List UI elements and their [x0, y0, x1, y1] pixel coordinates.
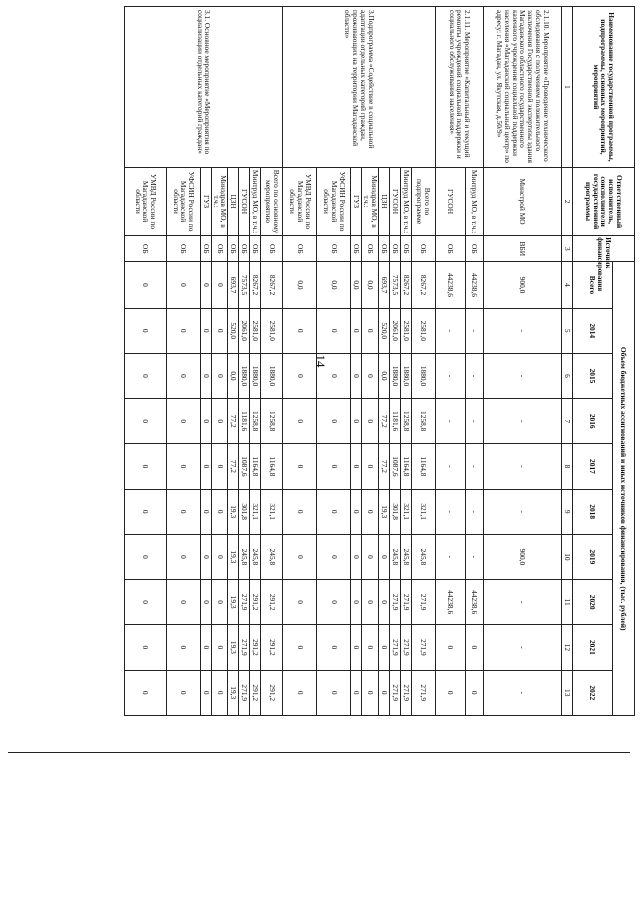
- header-year: 2020: [573, 580, 613, 625]
- year-value: 0: [362, 444, 379, 489]
- year-value: 1880,0: [261, 353, 283, 398]
- year-value: 0: [351, 308, 362, 353]
- executor: Минтруд МО, в т.ч.:: [466, 167, 484, 235]
- year-value: 0: [362, 580, 379, 625]
- year-value: 1181,6: [239, 399, 250, 444]
- executor: ГУСОН: [239, 167, 250, 235]
- page-number: 14: [313, 354, 328, 368]
- year-value: 0: [124, 353, 166, 398]
- year-value: 0: [283, 308, 317, 353]
- year-value: 0: [283, 489, 317, 534]
- total-value: 0,0: [317, 262, 351, 308]
- total-value: 7573,5: [239, 262, 250, 308]
- column-number: 6: [562, 353, 573, 398]
- year-value: 0: [166, 534, 200, 579]
- year-value: 271,9: [239, 670, 250, 716]
- executor: ГУЗ: [351, 167, 362, 235]
- total-value: 8267,2: [261, 262, 283, 308]
- year-value: 0: [200, 625, 211, 670]
- year-value: -: [484, 580, 562, 625]
- funding-source: ОБ: [362, 236, 379, 262]
- column-number: 10: [562, 534, 573, 579]
- column-number-row: [562, 7, 573, 716]
- funding-source: ОБ: [401, 236, 412, 262]
- year-value: 1880,0: [250, 353, 261, 398]
- year-value: 291,2: [250, 670, 261, 716]
- year-value: 291,2: [250, 625, 261, 670]
- total-value: 900,0: [484, 262, 562, 308]
- year-value: 0: [379, 670, 390, 716]
- column-number: 7: [562, 399, 573, 444]
- year-value: 245,8: [390, 534, 401, 579]
- funding-source: ОБ: [436, 236, 466, 262]
- year-value: -: [466, 353, 484, 398]
- year-value: 0: [317, 308, 351, 353]
- column-number: 13: [562, 670, 573, 716]
- year-value: -: [436, 489, 466, 534]
- total-value: 44238,6: [466, 262, 484, 308]
- total-value: 693,7: [379, 262, 390, 308]
- year-value: 245,8: [412, 534, 436, 579]
- year-value: 301,8: [239, 489, 250, 534]
- total-value: 0: [200, 262, 211, 308]
- year-value: 2581,0: [261, 308, 283, 353]
- year-value: 1258,8: [261, 399, 283, 444]
- total-value: 0,0: [362, 262, 379, 308]
- scan-border-line: [8, 752, 630, 753]
- year-value: 321,1: [412, 489, 436, 534]
- header-executor: Ответственный исполнитель, соисполнители государственной программы: [573, 167, 635, 235]
- year-value: 0: [362, 308, 379, 353]
- funding-source: ОБ: [228, 236, 239, 262]
- year-value: 0: [211, 625, 228, 670]
- total-value: 8267,2: [250, 262, 261, 308]
- year-value: 1880,0: [390, 353, 401, 398]
- year-value: 0: [211, 489, 228, 534]
- year-value: 0: [211, 353, 228, 398]
- table-row: [484, 7, 562, 716]
- year-value: 0: [200, 399, 211, 444]
- executor: Минтруд МО, в т.ч.:: [401, 167, 412, 235]
- year-value: 0: [124, 534, 166, 579]
- funding-source: ОБ: [211, 236, 228, 262]
- year-value: 0: [200, 534, 211, 579]
- year-value: 0: [211, 444, 228, 489]
- year-value: 0: [351, 353, 362, 398]
- year-value: -: [466, 399, 484, 444]
- year-value: -: [484, 625, 562, 670]
- year-value: 19,3: [228, 625, 239, 670]
- year-value: 2061,0: [239, 308, 250, 353]
- executor: ГУСОН: [436, 167, 466, 235]
- column-number: 4: [562, 262, 573, 308]
- year-value: 0: [166, 580, 200, 625]
- year-value: 0: [379, 534, 390, 579]
- funding-source: ОБ: [250, 236, 261, 262]
- year-value: 0: [466, 670, 484, 716]
- column-number: 9: [562, 489, 573, 534]
- year-value: 271,9: [412, 580, 436, 625]
- total-value: 0,0: [283, 262, 317, 308]
- year-value: 0,0: [228, 353, 239, 398]
- year-value: 1087,6: [390, 444, 401, 489]
- executor: ГУСОН: [390, 167, 401, 235]
- year-value: 2581,0: [412, 308, 436, 353]
- year-value: -: [484, 308, 562, 353]
- funding-source: ОБ: [239, 236, 250, 262]
- funding-table: [124, 6, 635, 716]
- year-value: 1880,0: [412, 353, 436, 398]
- year-value: 0: [466, 625, 484, 670]
- header-year: 2015: [573, 353, 613, 398]
- year-value: 0: [362, 534, 379, 579]
- year-value: 0: [317, 580, 351, 625]
- year-value: 0: [200, 353, 211, 398]
- year-value: 0: [166, 489, 200, 534]
- funding-source: ОБ: [390, 236, 401, 262]
- year-value: 1258,8: [412, 399, 436, 444]
- year-value: -: [484, 489, 562, 534]
- funding-source: ОБ: [317, 236, 351, 262]
- header-name: Наименование государственной программы, подпрограммы, основных мероприятий, мероприятий: [573, 7, 635, 168]
- year-value: 1258,8: [250, 399, 261, 444]
- year-value: 291,2: [261, 580, 283, 625]
- header-year: 2017: [573, 444, 613, 489]
- year-value: -: [484, 399, 562, 444]
- year-value: 0: [283, 534, 317, 579]
- funding-source: ОБ: [261, 236, 283, 262]
- executor: Всего по подпрограмме: [412, 167, 436, 235]
- year-value: 271,9: [412, 625, 436, 670]
- year-value: 0: [351, 399, 362, 444]
- year-value: 0: [379, 580, 390, 625]
- year-value: -: [466, 534, 484, 579]
- funding-source: ОБ: [351, 236, 362, 262]
- year-value: 245,8: [401, 534, 412, 579]
- year-value: 0: [283, 670, 317, 716]
- year-value: 77,2: [379, 399, 390, 444]
- year-value: 271,9: [401, 625, 412, 670]
- year-value: -: [436, 399, 466, 444]
- year-value: 1880,0: [401, 353, 412, 398]
- year-value: 0,0: [379, 353, 390, 398]
- year-value: 2581,0: [401, 308, 412, 353]
- table-row: [412, 7, 436, 716]
- rotated-table-container: [75, 6, 635, 716]
- year-value: 0: [283, 444, 317, 489]
- table-row: [466, 7, 484, 716]
- year-value: 0: [124, 489, 166, 534]
- year-value: 291,2: [261, 670, 283, 716]
- executor: Минстрой МО: [484, 167, 562, 235]
- year-value: 1181,6: [390, 399, 401, 444]
- year-value: 0: [166, 353, 200, 398]
- year-value: 0: [379, 625, 390, 670]
- column-number: 8: [562, 444, 573, 489]
- year-value: 2581,0: [250, 308, 261, 353]
- year-value: 19,3: [228, 670, 239, 716]
- column-number: 2: [562, 167, 573, 235]
- year-value: 1258,8: [401, 399, 412, 444]
- year-value: -: [436, 353, 466, 398]
- year-value: 0: [200, 670, 211, 716]
- year-value: -: [436, 444, 466, 489]
- year-value: 0: [351, 625, 362, 670]
- column-number: 5: [562, 308, 573, 353]
- year-value: 271,9: [390, 625, 401, 670]
- year-value: 77,2: [228, 444, 239, 489]
- year-value: 0: [200, 580, 211, 625]
- year-value: 0: [362, 670, 379, 716]
- year-value: 321,1: [250, 489, 261, 534]
- year-value: 0: [283, 399, 317, 444]
- year-value: 19,3: [228, 489, 239, 534]
- year-value: 1087,6: [239, 444, 250, 489]
- year-value: 1164,8: [401, 444, 412, 489]
- header-year: 2014: [573, 308, 613, 353]
- table-body: [124, 7, 561, 716]
- year-value: 0: [124, 580, 166, 625]
- total-value: 693,7: [228, 262, 239, 308]
- executor: Всего по основному мероприятию: [261, 167, 283, 235]
- year-value: 0: [317, 670, 351, 716]
- funding-source: ОБ: [466, 236, 484, 262]
- executor: Минтруд МО, в т.ч.:: [250, 167, 261, 235]
- header-source: Источник финансирования: [573, 236, 635, 262]
- program-name: 3.1. Основное мероприятие «Мероприятия по социализации отдельных категорий граждан»: [124, 7, 283, 168]
- executor: ЦЗН: [228, 167, 239, 235]
- year-value: 271,9: [401, 580, 412, 625]
- year-value: 77,2: [228, 399, 239, 444]
- year-value: 0: [124, 625, 166, 670]
- year-value: 1164,8: [250, 444, 261, 489]
- year-value: 0: [351, 670, 362, 716]
- header-year: 2022: [573, 670, 613, 716]
- funding-source: ОБ: [124, 236, 166, 262]
- year-value: 0: [317, 534, 351, 579]
- executor: Минздрав МО, в т.ч.:: [362, 167, 379, 235]
- year-value: 0: [317, 353, 351, 398]
- year-value: 0: [211, 399, 228, 444]
- year-value: 0: [317, 489, 351, 534]
- year-value: 0: [317, 625, 351, 670]
- column-number: 12: [562, 625, 573, 670]
- year-value: 19,3: [228, 534, 239, 579]
- table-header: [562, 7, 635, 716]
- year-value: 77,2: [379, 444, 390, 489]
- year-value: 291,2: [250, 580, 261, 625]
- year-value: 0: [166, 308, 200, 353]
- year-value: 0: [317, 399, 351, 444]
- year-value: 0: [200, 308, 211, 353]
- year-value: 0: [124, 308, 166, 353]
- header-funding: Объем бюджетных ассигнований и иных источников финансирования, (тыс. рублей): [613, 262, 635, 716]
- year-value: 0: [124, 444, 166, 489]
- year-value: 0: [166, 670, 200, 716]
- program-name: 3.Подпрограмма «Содействие в социальной адаптации отдельных категорий граждан, проживающих на территории Магаданской области»: [283, 7, 436, 168]
- year-value: 245,8: [239, 534, 250, 579]
- year-value: 0: [362, 625, 379, 670]
- year-value: 271,9: [401, 670, 412, 716]
- year-value: 520,0: [379, 308, 390, 353]
- year-value: 1880,0: [239, 353, 250, 398]
- executor: УМВД России по Магаданской области: [283, 167, 317, 235]
- total-value: 0,0: [351, 262, 362, 308]
- year-value: 1164,8: [261, 444, 283, 489]
- year-value: 0: [283, 353, 317, 398]
- executor: Минздрав МО, в т.ч.:: [211, 167, 228, 235]
- header-total: Всего: [573, 262, 613, 308]
- executor: УФСИН России по Магаданской области: [317, 167, 351, 235]
- year-value: -: [436, 534, 466, 579]
- executor: УФСИН России по Магаданской области: [166, 167, 200, 235]
- year-value: 321,1: [401, 489, 412, 534]
- header-year: 2018: [573, 489, 613, 534]
- funding-source: ОБ: [166, 236, 200, 262]
- year-value: 0: [362, 489, 379, 534]
- year-value: 321,1: [261, 489, 283, 534]
- year-value: 291,2: [261, 625, 283, 670]
- year-value: 301,8: [390, 489, 401, 534]
- year-value: 0: [166, 399, 200, 444]
- year-value: 0: [166, 625, 200, 670]
- year-value: 0: [200, 489, 211, 534]
- program-name: 2.1.11. Мероприятие «Капитальный и текущий ремонты учреждений социальной поддержки и социального обслуживания населения»: [436, 7, 484, 168]
- total-value: 0: [166, 262, 200, 308]
- funding-source: ОБ: [379, 236, 390, 262]
- table-row: [261, 7, 283, 716]
- year-value: 0: [436, 670, 466, 716]
- total-value: 7573,5: [390, 262, 401, 308]
- year-value: 271,9: [390, 580, 401, 625]
- total-value: 44238,6: [436, 262, 466, 308]
- year-value: 0: [362, 353, 379, 398]
- year-value: 0: [283, 580, 317, 625]
- year-value: 0: [351, 444, 362, 489]
- year-value: 0: [351, 489, 362, 534]
- year-value: 271,9: [239, 625, 250, 670]
- column-number: 11: [562, 580, 573, 625]
- year-value: -: [466, 489, 484, 534]
- header-year: 2016: [573, 399, 613, 444]
- year-value: 0: [211, 670, 228, 716]
- program-name: 2.1.10. Мероприятие «Проведение технического обследования с получением положительного заключения Государственной экспертизы здания Магаданского областного государственного казенного учреждения социальной поддержки населения «Магаданский социальный центр» по адресу: г. Магадан, ул. Якутская, д.50/9»: [484, 7, 562, 168]
- year-value: 271,9: [412, 670, 436, 716]
- year-value: 0: [124, 670, 166, 716]
- funding-source: ВБИ: [484, 236, 562, 262]
- year-value: 0: [166, 444, 200, 489]
- year-value: -: [466, 444, 484, 489]
- total-value: 0: [211, 262, 228, 308]
- year-value: -: [466, 308, 484, 353]
- year-value: 44238,6: [436, 580, 466, 625]
- year-value: 0: [351, 534, 362, 579]
- year-value: 0: [211, 534, 228, 579]
- year-value: 0: [362, 399, 379, 444]
- year-value: -: [484, 670, 562, 716]
- year-value: -: [484, 444, 562, 489]
- year-value: -: [484, 353, 562, 398]
- year-value: 0: [436, 625, 466, 670]
- header-year: 2021: [573, 625, 613, 670]
- total-value: 8267,2: [401, 262, 412, 308]
- executor: ГУЗ: [200, 167, 211, 235]
- header-year: 2019: [573, 534, 613, 579]
- year-value: 245,8: [250, 534, 261, 579]
- funding-source: ОБ: [200, 236, 211, 262]
- executor: УМВД России по Магаданской области: [124, 167, 166, 235]
- year-value: -: [436, 308, 466, 353]
- year-value: 0: [124, 399, 166, 444]
- year-value: 2061,0: [390, 308, 401, 353]
- year-value: 19,3: [379, 489, 390, 534]
- year-value: 900,0: [484, 534, 562, 579]
- year-value: 19,3: [228, 580, 239, 625]
- year-value: 520,0: [228, 308, 239, 353]
- executor: ЦЗН: [379, 167, 390, 235]
- year-value: 271,9: [239, 580, 250, 625]
- year-value: 0: [351, 580, 362, 625]
- funding-source: ОБ: [283, 236, 317, 262]
- total-value: 0: [124, 262, 166, 308]
- year-value: 0: [200, 444, 211, 489]
- year-value: 0: [283, 625, 317, 670]
- year-value: 0: [317, 444, 351, 489]
- year-value: 245,8: [261, 534, 283, 579]
- year-value: 0: [211, 308, 228, 353]
- total-value: 8267,2: [412, 262, 436, 308]
- column-number: 1: [562, 7, 573, 168]
- year-value: 0: [211, 580, 228, 625]
- year-value: 271,9: [390, 670, 401, 716]
- year-value: 44238,6: [466, 580, 484, 625]
- column-number: 3: [562, 236, 573, 262]
- year-value: 1164,8: [412, 444, 436, 489]
- funding-source: ОБ: [412, 236, 436, 262]
